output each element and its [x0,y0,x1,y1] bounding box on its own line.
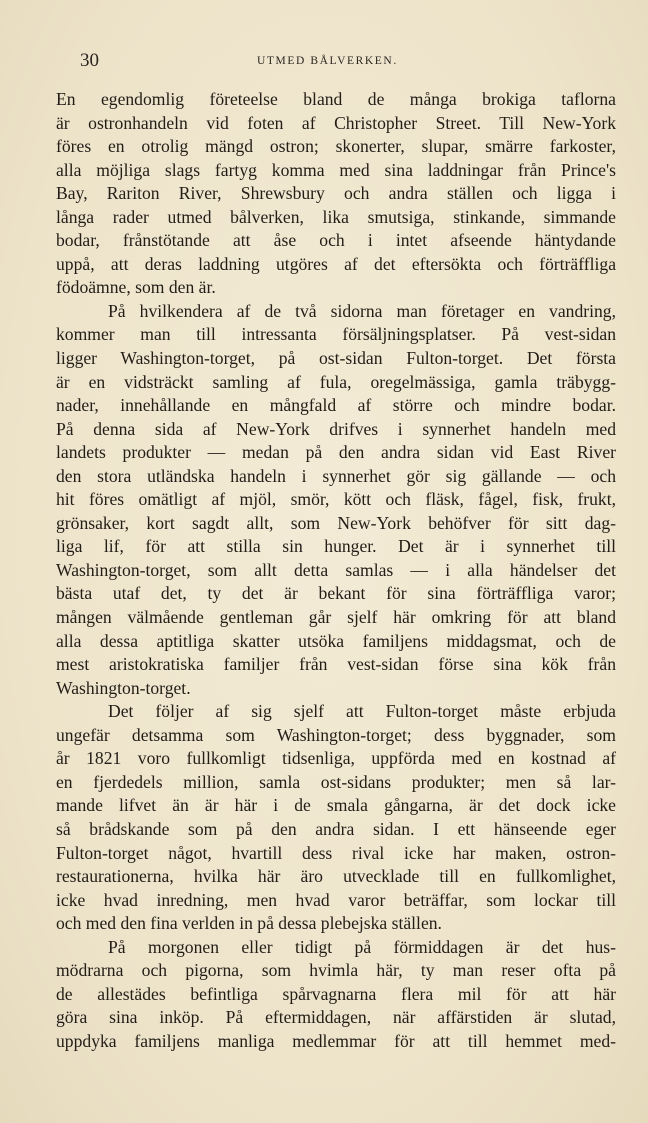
text-line: den stora utländska handeln i synnerhet gör sig gällande — och [56,465,616,486]
body-text [56,88,616,1053]
text-line: landets produkter — medan på den andra sidan vid East River [56,442,616,463]
text-line: alla dessa aptitliga skatter utsöka familjens middagsmat, och de [56,630,616,651]
text-line: mödrarna och pigorna, som hvimla här, ty man reser ofta på [56,960,616,981]
text-line: så brådskande som på den andra sidan. I ett hänseende eger [56,818,616,839]
paragraph [56,936,616,1054]
text-line: På morgonen eller tidigt på förmiddagen är det hus- [108,936,616,957]
text-line: Washington-torget, som allt detta samlas — i alla händelser det [56,559,616,580]
text-line: ungefär detsamma som Washington-torget; dess byggnader, som [56,724,616,745]
text-line: liga lif, för att stilla sin hunger. Det är i synnerhet till [56,536,616,557]
text-line: bodar, frånstötande att åse och i intet afseende häntydande [56,230,616,251]
text-line: uppå, att deras laddning utgöres af det eftersökta och förträffliga [56,253,616,274]
text-line: hit föres omätligt af mjöl, smör, kött och fläsk, fågel, fisk, frukt, [56,489,616,510]
text-line: grönsaker, kort sagdt allt, som New-York behöfver för sitt dag- [56,512,616,533]
text-line: år 1821 voro fullkomligt tidsenliga, uppförda med en kostnad af [56,748,616,769]
text-line: icke hvad inredning, men hvad varor beträffar, som lockar till [56,889,616,910]
text-line: En egendomlig företeelse bland de många brokiga taflorna [56,89,616,109]
text-line: uppdyka familjens manliga medlemmar för att till hemmet med- [56,1030,616,1051]
paragraph [56,300,616,700]
text-line: mest aristokratiska familjer från vest-sidan förse sina kök från [56,654,616,675]
text-line: mången välmående gentleman går sjelf här omkring för att bland [56,607,616,628]
text-line: mande lifvet än är här i de smala gångarna, är det dock icke [56,795,616,816]
paragraph [56,700,616,935]
text-line: de allestädes befintliga spårvagnarna flera mil för att här [56,983,616,1004]
page-number: 30 [80,50,99,71]
text-line: är en vidsträckt samling af fula, oregelmässiga, gamla träbygg- [56,371,616,392]
running-title: UTMED BÅLVERKEN. [257,55,398,67]
text-line: ligger Washington-torget, på ost-sidan Fulton-torget. Det första [56,348,616,369]
text-line: göra sina inköp. På eftermiddagen, när affärstiden är slutad, [56,1007,616,1028]
text-line: kommer man till intressanta försäljningsplatser. På vest-sidan [56,324,616,345]
text-line: På denna sida af New-York drifves i synnerhet handeln med [56,418,616,439]
text-line: föres en otrolig mängd ostron; skonerter, slupar, smärre farkoster, [56,136,616,157]
text-line: alla möjliga slags fartyg komma med sina laddningar från Prince's [56,159,616,180]
text-line: nader, innehållande en mångfald af större och mindre bodar. [56,395,616,416]
text-line: och med den fina verlden in på dessa plebejska ställen. [56,913,442,934]
text-line: Washington-torget. [56,677,191,698]
text-line: långa rader utmed bålverken, lika smutsiga, stinkande, simmande [56,206,616,227]
text-line: restaurationerna, hvilka här äro utvecklade till en fullkomlighet, [56,866,616,887]
text-line: Fulton-torget något, hvartill dess rival icke har maken, ostron- [56,842,616,863]
text-line: På hvilkendera af de två sidorna man företager en vandring, [108,300,616,321]
text-line: en fjerdedels million, samla ost-sidans produkter; men så lar- [56,771,616,792]
paragraph [56,88,616,300]
page-header [80,50,580,74]
text-line: är ostronhandeln vid foten af Christopher Street. Till New-York [56,112,616,133]
text-line: födoämne, som den är. [56,277,216,298]
text-line: Det följer af sig sjelf att Fulton-torget måste erbjuda [108,701,616,722]
text-line: Bay, Rariton River, Shrewsbury och andra ställen och ligga i [56,183,616,204]
text-line: bästa utaf det, ty det är bekant för sina förträffliga varor; [56,583,616,604]
